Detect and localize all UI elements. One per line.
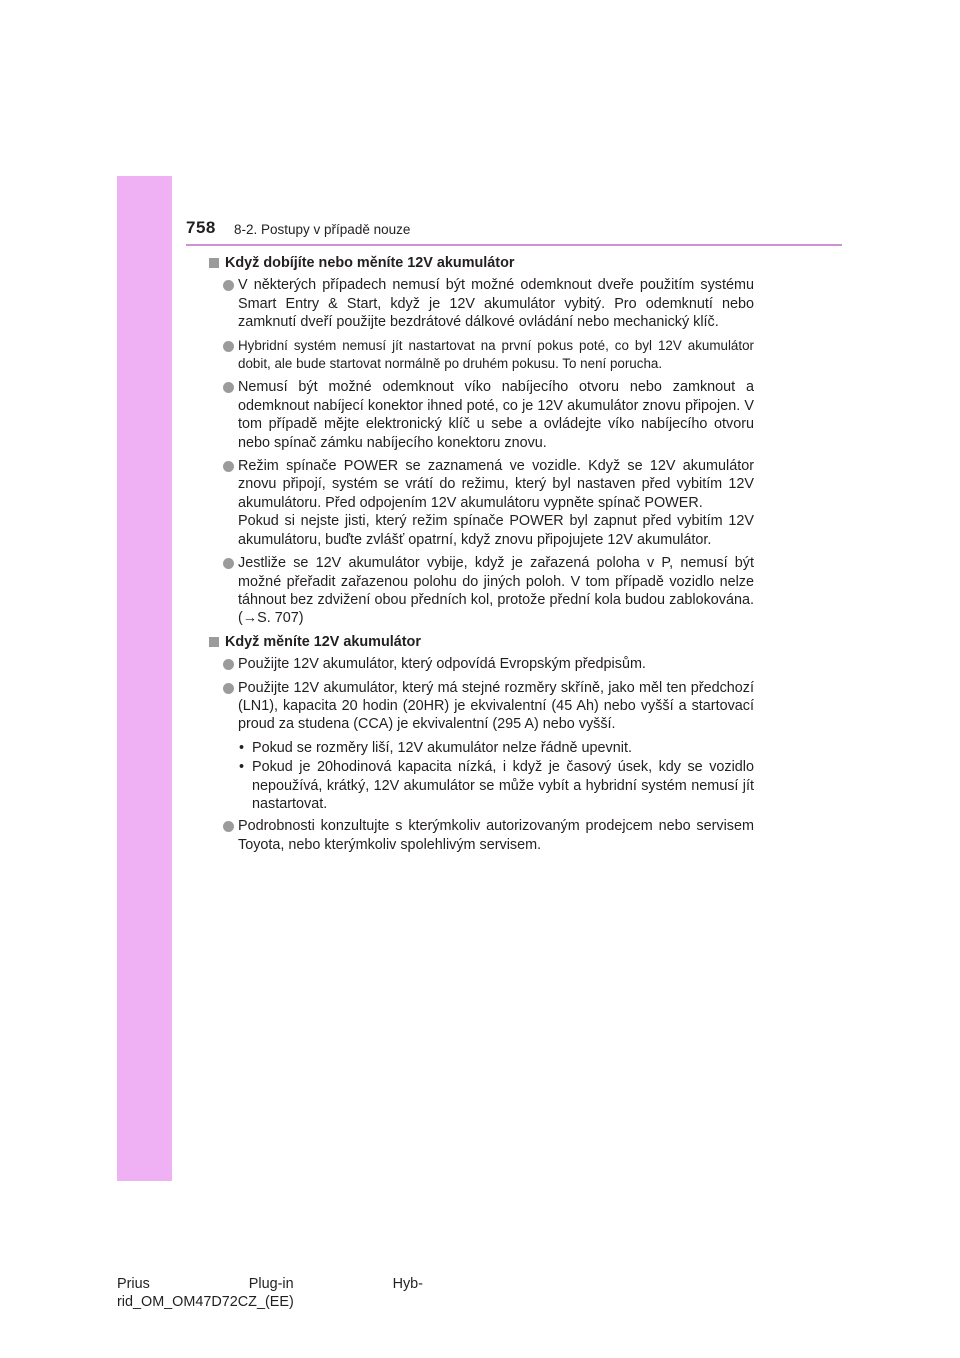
circle-bullet-icon bbox=[223, 821, 234, 832]
footer-line: rid_OM_OM47D72CZ_(EE) bbox=[117, 1294, 294, 1310]
circle-bullet-icon bbox=[223, 558, 234, 569]
chapter-sidebar-tab bbox=[117, 176, 172, 1181]
list-item: Použijte 12V akumulátor, který odpovídá Evropským předpisům. bbox=[209, 655, 754, 673]
page-content bbox=[209, 254, 754, 859]
section-title: 8-2. Postupy v případě nouze bbox=[234, 222, 411, 237]
circle-bullet-icon bbox=[223, 341, 234, 352]
square-bullet-icon bbox=[209, 258, 219, 268]
list-item: Jestliže se 12V akumulátor vybije, když je zařazená poloha v P, nemusí být možné přeřadit zařazenou polohu do jiných poloh. V tom případě vozidlo nelze táhnout bez zdvižení obou předních kol, protože přední kola budou zablokována. (→S. 707) bbox=[209, 554, 754, 628]
circle-bullet-icon bbox=[223, 683, 234, 694]
dot-bullet-icon: • bbox=[239, 739, 245, 756]
footer-line: Prius Plug-in Hyb- bbox=[117, 1276, 423, 1292]
list-item: Podrobnosti konzultujte s kterýmkoliv autorizovaným prodejcem nebo servisem Toyota, nebo kterýmkoliv spolehlivým servisem. bbox=[209, 817, 754, 854]
circle-bullet-icon bbox=[223, 382, 234, 393]
page-footer bbox=[117, 1275, 437, 1311]
circle-bullet-icon bbox=[223, 280, 234, 291]
dot-bullet-icon: • bbox=[239, 759, 245, 776]
sub-list bbox=[209, 739, 754, 814]
circle-bullet-icon bbox=[223, 461, 234, 472]
list-item: Režim spínače POWER se zaznamená ve vozidle. Když se 12V akumulátor znovu připojí, systém se vrátí do režimu, který byl nastaven před vybitím 12V akumulátoru. Před odpojením 12V akumulátoru vypněte spínač POWER. Pokud si nejste jisti, který režim spínače POWER byl zapnut před vybitím 12V akumulátoru, buďte zvlášť opatrní, když znovu připojujete 12V akumulátor. bbox=[209, 457, 754, 549]
sub-list-item: • Pokud je 20hodinová kapacita nízká, i když je časový úsek, kdy se vozidlo nepoužívá, krátký, 12V akumulátor se může vybít a hybridní systém nemusí jít nastartovat. bbox=[239, 759, 754, 812]
list-item: V některých případech nemusí být možné odemknout dveře použitím systému Smart Entry & Start, když je 12V akumulátor vybitý. Pro odemknutí nebo zamknutí dveří použijte bezdrátové dálkové ovládání nebo mechanický klíč. bbox=[209, 276, 754, 331]
circle-bullet-icon bbox=[223, 659, 234, 670]
list-item: Hybridní systém nemusí jít nastartovat na první pokus poté, co byl 12V akumulátor dobit, ale bude startovat normálně po druhém pokusu. To není porucha. bbox=[209, 337, 754, 374]
header-divider bbox=[186, 244, 842, 246]
section-heading: Když měníte 12V akumulátor bbox=[209, 633, 754, 651]
section-heading: Když dobíjíte nebo měníte 12V akumulátor bbox=[209, 254, 754, 272]
square-bullet-icon bbox=[209, 637, 219, 647]
list-item: Použijte 12V akumulátor, který má stejné rozměry skříně, jako měl ten předchozí (LN1), kapacita 20 hodin (20HR) je ekvivalentní (45 Ah) nebo vyšší a startovací proud za studena (CCA) je ekvivalentní (295 A) nebo vyšší. bbox=[209, 679, 754, 734]
sub-list-item: • Pokud se rozměry liší, 12V akumulátor nelze řádně upevnit. bbox=[239, 739, 632, 756]
list-item: Nemusí být možné odemknout víko nabíjecího otvoru nebo zamknout a odemknout nabíjecí konektor ihned poté, co je 12V akumulátor znovu připojen. V tom případě mějte elektronický klíč u sebe a ovládejte víko nabíjecího otvoru nebo spínač zámku nabíjecího konektoru znovu. bbox=[209, 378, 754, 452]
page-number: 758 bbox=[186, 218, 216, 237]
